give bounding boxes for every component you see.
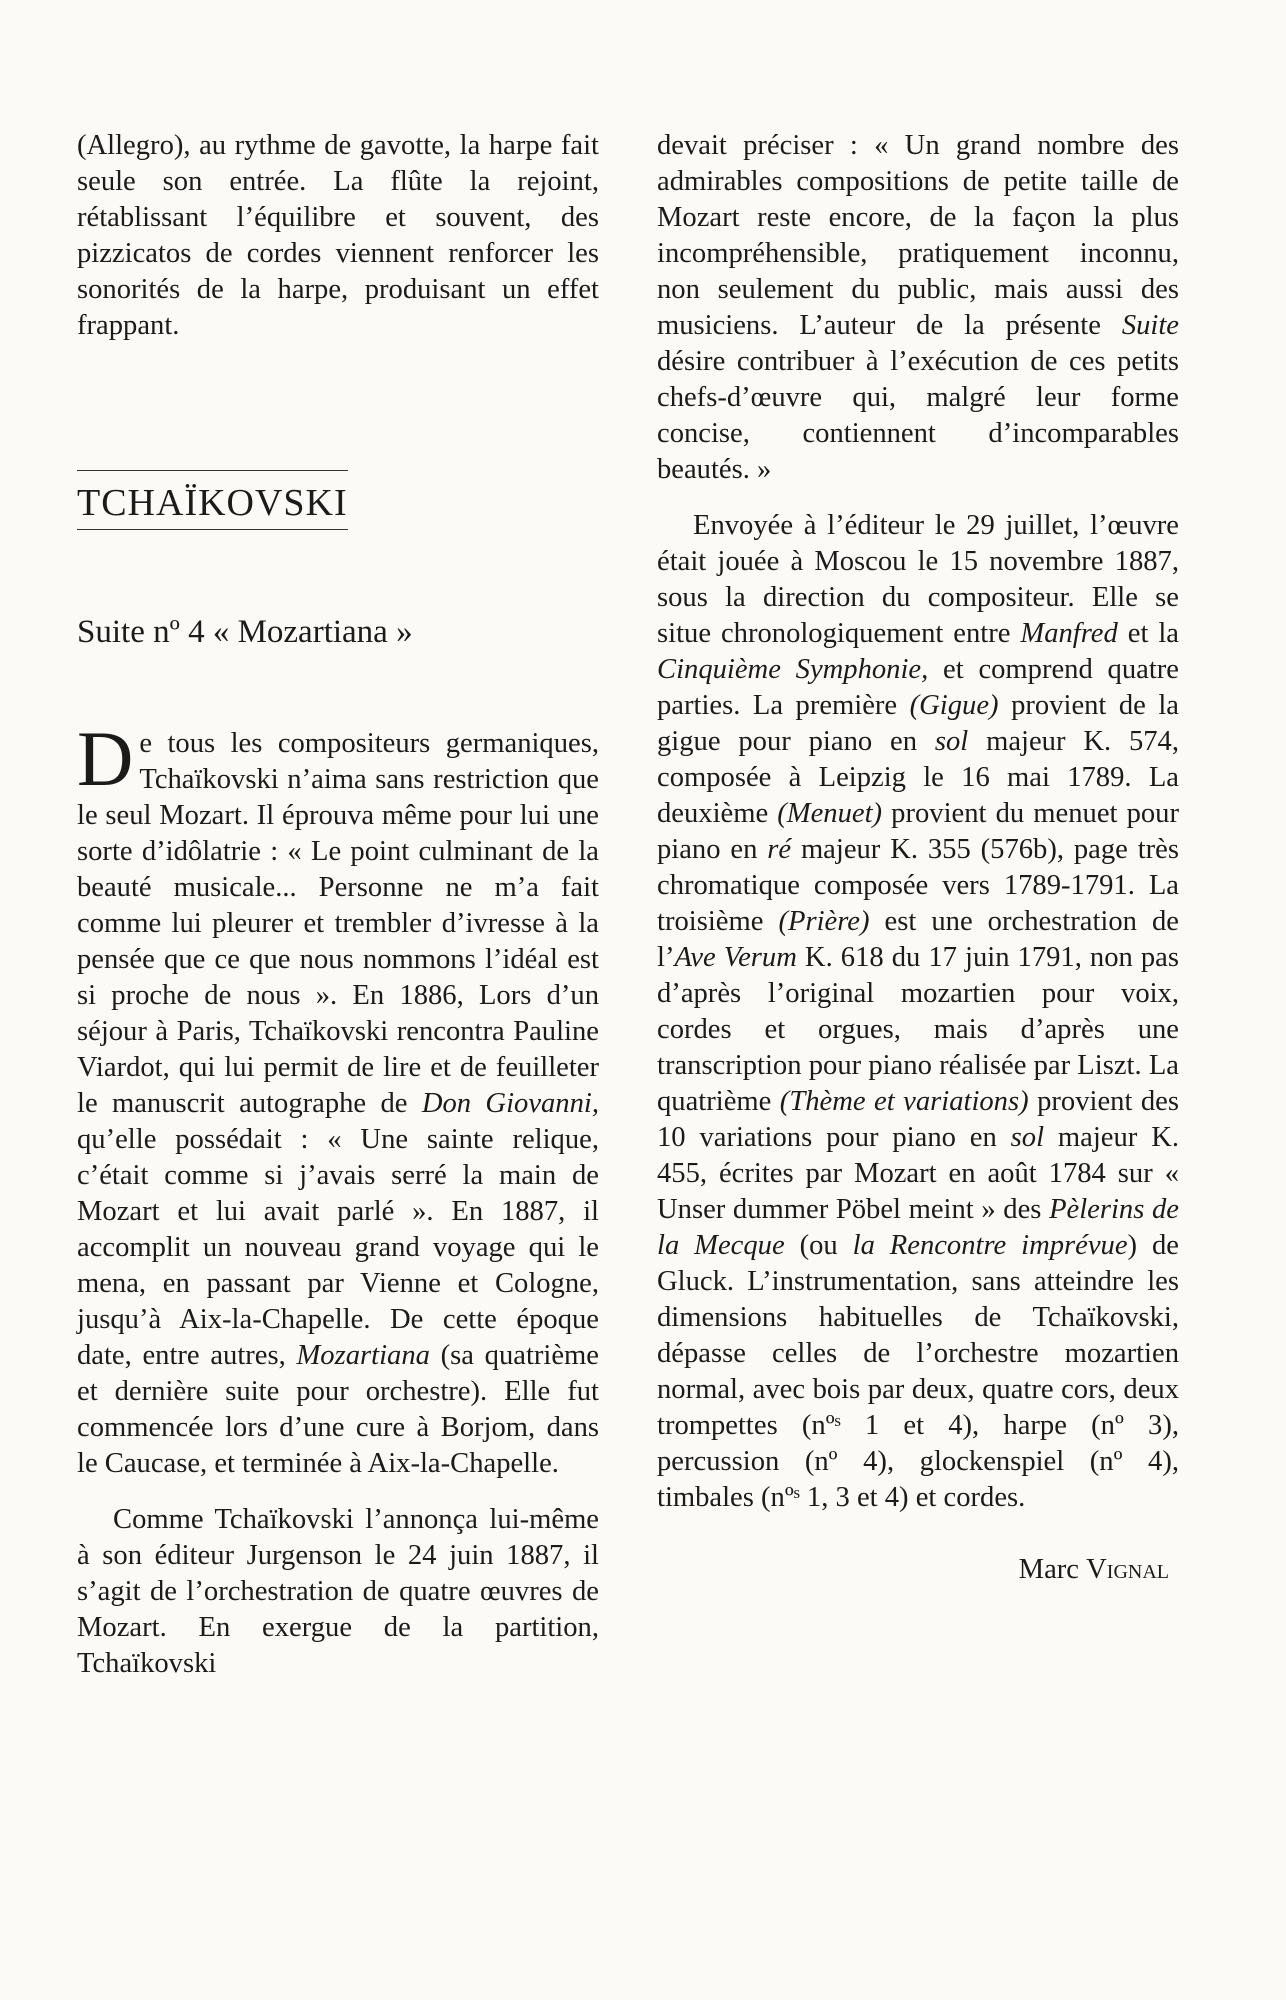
italic-run: (Menuet) <box>777 798 883 829</box>
italic-run: Mozartiana <box>296 1340 430 1371</box>
text-run: devait préciser : « Un grand nombre des admirables compositions de petite taille de Mozart reste encore, de la façon la plus incompréhensible, pratiquement inconnu, non seulement du public, mais aussi des musiciens. L’auteur de la présente <box>657 130 1179 341</box>
italic-run: sol <box>1010 1122 1045 1153</box>
text-run: qu’elle possédait : « Une sainte relique, c’était comme si j’avais serré la main de Mozart et lui avait parlé ». En 1887, il accomplit un nouveau grand voyage qui le mena, en passant par Vienne et Cologne, jusqu’à Aix-la-Chapelle. De cette époque date, entre autres, <box>77 1124 599 1371</box>
text-run: ) de Gluck. L’instrumentation, sans atteindre les dimensions habituelles de Tchaïkovski, dépasse celles de l’orchestre mozartien normal, avec bois par deux, quatre cors, deux trompettes (nºˢ 1 et 4), harpe (nº 3), percussion (nº 4), glockenspiel (nº 4), timbales (nºˢ 1, 3 et 4) et cordes. <box>657 1230 1179 1513</box>
text-run: provient des 10 variations pour piano en <box>657 1086 1179 1153</box>
body-paragraph: Comme Tchaïkovski l’annonça lui-même à son éditeur Jurgenson le 24 juin 1887, il s’agit de l’orchestration de quatre œuvres de Mozart. En exergue de la partition, Tchaïkovski <box>77 1504 599 1679</box>
text-run: (ou <box>784 1230 853 1261</box>
italic-run: Pèlerins de la Mecque <box>657 1194 1179 1261</box>
text-run: (sa quatrième et dernière suite pour orchestre). Elle fut commencée lors d’une cure à Borjom, dans le Caucase, et terminée à Aix-la-Chapelle. <box>77 1340 599 1479</box>
text-run: et comprend quatre parties. La première <box>657 654 1179 721</box>
text-run: désire contribuer à l’exécution de ces petits chefs-d’œuvre qui, malgré leur forme concise, contiennent d’incomparables beautés. » <box>657 346 1179 485</box>
italic-run: Cinquième Symphonie, <box>657 654 929 685</box>
text-run: est une orchestration de l’ <box>657 906 1179 973</box>
text-run: provient du menuet pour piano en <box>657 798 1179 865</box>
italic-run: Ave Verum <box>674 942 797 973</box>
text-run: provient de la gigue pour piano en <box>657 690 1179 757</box>
body-paragraph <box>657 508 1179 1516</box>
body-paragraph <box>657 128 1179 488</box>
italic-run: Don Giovanni, <box>421 1088 599 1119</box>
italic-run: (Gigue) <box>909 690 999 721</box>
author-last-name: Vignal <box>1086 1554 1169 1585</box>
italic-run: ré <box>767 834 792 865</box>
text-run: e tous les compositeurs germaniques, Tchaïkovski n’aima sans restriction que le seul Mozart. Il éprouva même pour lui une sorte d’idôlatrie : « Le point culminant de la beauté musicale... Personne ne m’a fait comme lui pleurer et trembler d’ivresse à la pensée que ce que nous nommons l’idéal est si proche de nous ». En 1886, Lors d’un séjour à Paris, Tchaïkovski rencontra Pauline Viardot, qui lui permit de lire et de feuilleter le manuscrit autographe de <box>77 728 599 1119</box>
intro-paragraph: (Allegro), au rythme de gavotte, la harpe fait seule son entrée. La flûte la rejoint, rétablissant l’équilibre et souvent, des pizzicatos de cordes viennent renforcer les sonorités de la harpe, produisant un effet frappant. <box>77 130 599 341</box>
text-run: majeur K. 355 (576b), page très chromatique composée vers 1789-1791. La troisième <box>657 834 1179 937</box>
text-run: K. 618 du 17 juin 1791, non pas d’après l’original mozartien pour voix, cordes et orgues, mais d’après une transcription pour piano réalisée par Liszt. La quatrième <box>657 942 1179 1117</box>
body-paragraph <box>77 715 599 1482</box>
right-column <box>657 128 1179 1588</box>
text-run: majeur K. 574, composée à Leipzig le 16 mai 1789. La deuxième <box>657 726 1180 829</box>
italic-run: sol <box>934 726 969 757</box>
drop-cap: D <box>77 715 134 802</box>
work-subtitle: Suite nº 4 « Mozartiana » <box>77 614 413 650</box>
italic-run: Manfred <box>1020 618 1118 649</box>
author-first-name: Marc <box>1018 1554 1087 1585</box>
italic-run: (Prière) <box>778 906 870 937</box>
text-run: majeur K. 455, écrites par Mozart en août 1784 sur « Unser dummer Pöbel meint » des <box>657 1122 1179 1225</box>
text-run: Envoyée à l’éditeur le 29 juillet, l’œuvre était jouée à Moscou le 15 novembre 1887, sous la direction du compositeur. Elle se situe chronologiquement entre <box>657 510 1179 649</box>
italic-run: (Thème et variations) <box>779 1086 1029 1117</box>
italic-run: Suite <box>1121 310 1179 341</box>
italic-run: la Rencontre imprévue <box>852 1230 1128 1261</box>
section-title: TCHAÏKOVSKI <box>77 470 348 530</box>
text-run: et la <box>1117 618 1179 649</box>
left-column <box>77 128 599 1682</box>
author-signature <box>657 1552 1179 1588</box>
